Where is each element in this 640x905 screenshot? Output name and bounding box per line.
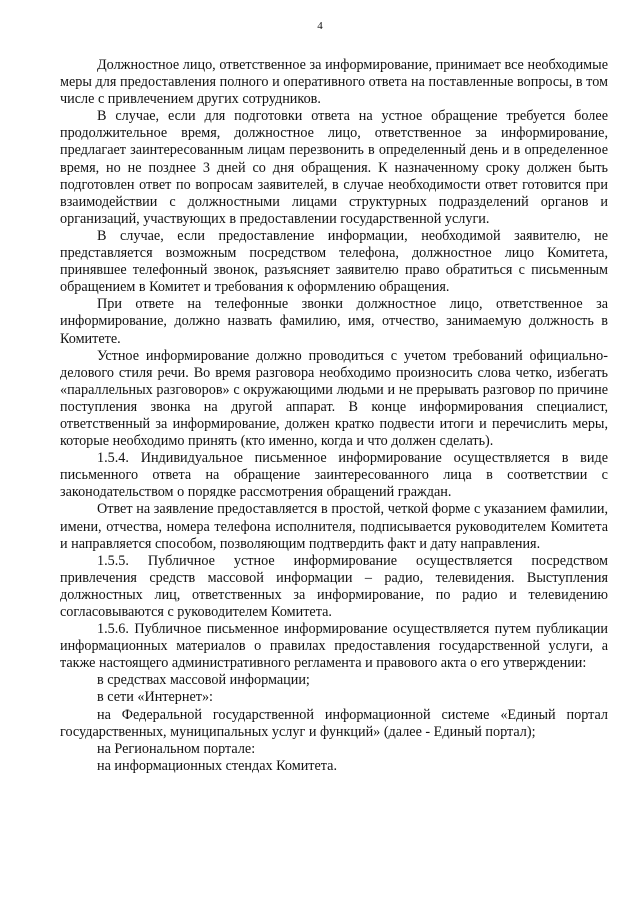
list-item: на Федеральной государственной информационной системе «Единый портал государственных, муниципальных услуг и функций» (далее - Единый портал); [60,706,608,740]
document-body [60,57,608,775]
paragraph: Должностное лицо, ответственное за информирование, принимает все необходимые меры для предоставления полного и оперативного ответа на поставленные вопросы, в том числе с привлечением других сотрудников. [60,57,608,108]
paragraph: 1.5.5. Публичное устное информирование осуществляется посредством привлечения средств массовой информации – радио, телевидения. Выступления должностных лиц, ответственных за информирование, по радио и телевидению согласовываются с руководителем Комитета. [60,552,608,620]
paragraph: При ответе на телефонные звонки должностное лицо, ответственное за информирование, должно назвать фамилию, имя, отчество, занимаемую должность в Комитете. [60,296,608,347]
paragraph: Ответ на заявление предоставляется в простой, четкой форме с указанием фамилии, имени, отчества, номера телефона исполнителя, подписывается руководителем Комитета и направляется способом, позволяющим подтвердить факт и дату направления. [60,501,608,552]
list-item: на информационных стендах Комитета. [97,757,338,774]
list-item: на Региональном портале: [97,740,256,757]
paragraph: 1.5.6. Публичное письменное информирование осуществляется путем публикации информационных материалов о правилах предоставления государственной услуги, а также настоящего административного регламента и правового акта о его утверждении: [60,621,608,672]
list-item: в средствах массовой информации; [97,672,310,689]
paragraph: В случае, если предоставление информации, необходимой заявителю, не представляется возможным посредством телефона, должностное лицо Комитета, принявшее телефонный звонок, разъясняет заявителю право обратиться с письменным обращением в Комитет и требования к оформлению обращения. [60,227,608,296]
list-item: в сети «Интернет»: [97,689,214,706]
paragraph: 1.5.4. Индивидуальное письменное информирование осуществляется в виде письменного ответа на обращение заинтересованного лица в соответствии с законодательством о порядке рассмотрения обращений граждан. [60,450,608,501]
page-number: 4 [317,20,323,32]
paragraph: В случае, если для подготовки ответа на устное обращение требуется более продолжительное время, должностное лицо, ответственное за информирование, предлагает заинтересованным лицам перезвонить в определенный день и в определенное время, но не позднее 3 дней со дня обращения. К назначенному сроку должен быть подготовлен ответ по вопросам заявителей, в случае необходимости ответ готовится при взаимодействии с должностными лицами структурных подразделений органов и организаций, участвующих в предоставлении государственной услуги. [60,108,608,227]
paragraph: Устное информирование должно проводиться с учетом требований официально-делового стиля речи. Во время разговора необходимо произносить слова четко, избегать «параллельных разговоров» с окружающими людьми и не прерывать разговор по причине поступления звонка на другой аппарат. В конце информирования специалист, ответственный за информирование, должен кратко подвести итоги и перечислить меры, которые необходимо принять (кто именно, когда и что должен сделать). [60,347,608,450]
